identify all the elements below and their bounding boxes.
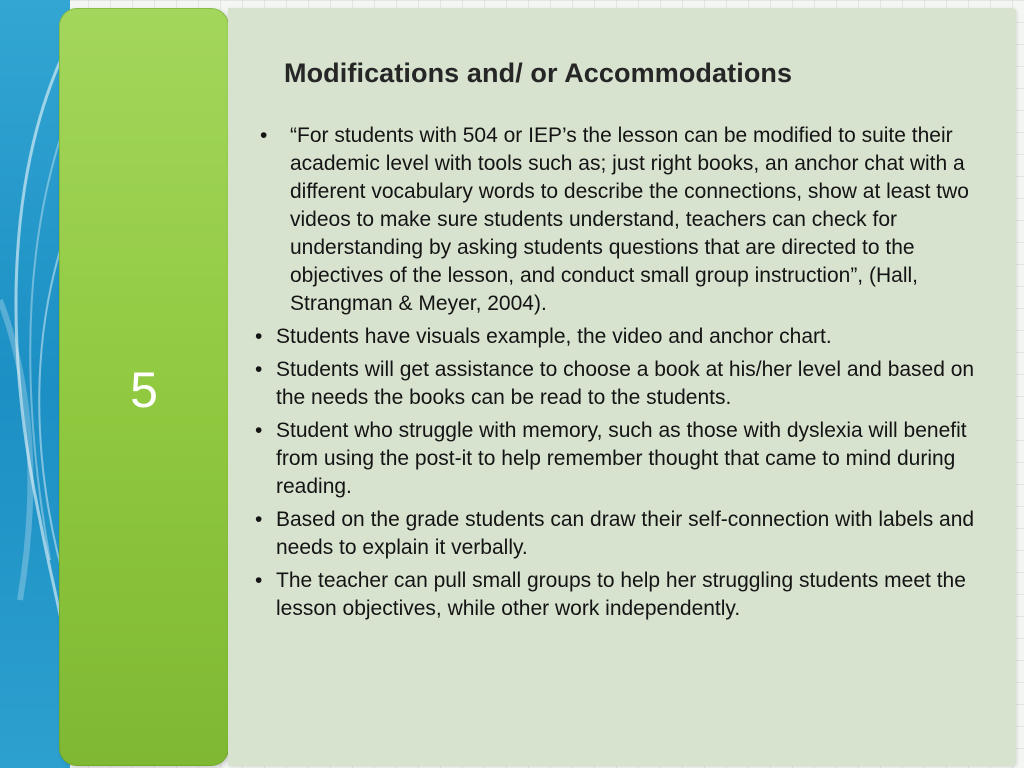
bullet-marker: • — [260, 124, 268, 147]
slide-number-tab — [59, 8, 229, 766]
bullet-marker: • — [255, 358, 263, 381]
bullet-text: Students have visuals example, the video and anchor chart. — [276, 325, 832, 348]
bullet-text: “For students with 504 or IEP’s the lesson can be modified to suite their academic level with tools such as; just right books, an anchor chat with a different vocabulary words to describe the connections, show at least two videos to make sure students understand, teachers can check for understanding by asking students questions that are directed to the objectives of the lesson, and conduct small group instruction”, (Hall, Strangman & Meyer, 2004). — [290, 124, 969, 315]
bullet-item-2 — [254, 323, 1006, 351]
bullet-item-3 — [254, 356, 1006, 412]
bullet-marker: • — [255, 325, 263, 348]
bullet-item-6 — [254, 567, 1006, 623]
bullet-text: Based on the grade students can draw their self-connection with labels and needs to explain it verbally. — [276, 508, 975, 559]
bullet-marker: • — [255, 569, 263, 592]
bullet-marker: • — [255, 419, 263, 442]
bullet-text: Students will get assistance to choose a book at his/her level and based on the needs the books can be read to the students. — [276, 358, 975, 409]
bullet-text: The teacher can pull small groups to help her struggling students meet the lesson objectives, while other work independently. — [276, 569, 966, 620]
content-panel — [228, 8, 1016, 766]
slide-number: 5 — [130, 362, 158, 418]
slide-title: Modifications and/ or Accommodations — [284, 58, 793, 88]
bullet-item-5 — [254, 506, 1006, 562]
bullet-marker: • — [255, 508, 263, 531]
bullet-text: Student who struggle with memory, such as those with dyslexia will benefit from using the post-it to help remember thought that came to mind during reading. — [276, 419, 967, 498]
bullet-item-4 — [254, 417, 1006, 501]
bullet-item-1 — [254, 122, 1006, 318]
bullet-list — [254, 122, 1006, 628]
